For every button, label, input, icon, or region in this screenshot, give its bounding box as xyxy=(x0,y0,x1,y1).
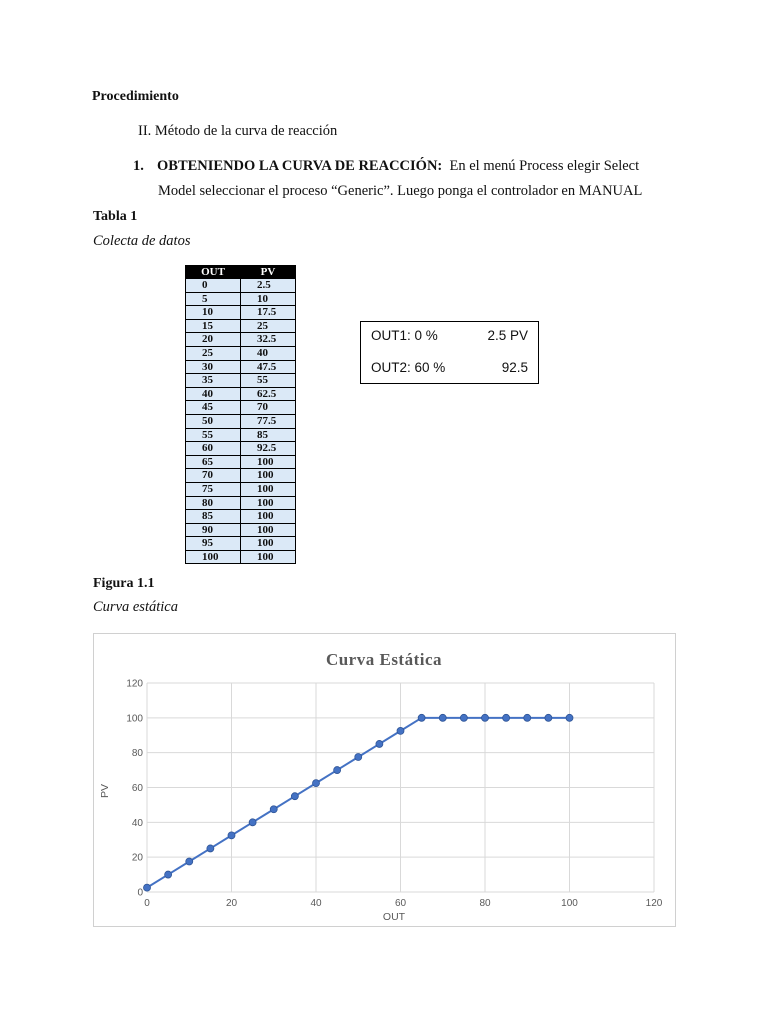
data-point xyxy=(376,740,383,747)
subsection-title: II. Método de la curva de reacción xyxy=(138,123,338,139)
data-table xyxy=(185,265,296,564)
table-header-row xyxy=(186,266,296,279)
cell-pv: 100 xyxy=(241,496,296,510)
data-point xyxy=(460,714,467,721)
static-curve-chart xyxy=(94,634,675,926)
cell-pv: 100 xyxy=(241,469,296,483)
cell-out: 40 xyxy=(186,387,241,401)
table-row xyxy=(186,374,296,388)
x-tick-label: 100 xyxy=(561,898,578,909)
y-tick-label: 40 xyxy=(131,817,143,829)
y-tick-label: 60 xyxy=(131,783,143,794)
table-row xyxy=(186,455,296,469)
cell-pv: 17.5 xyxy=(241,306,296,320)
series-line xyxy=(147,718,570,888)
data-point xyxy=(291,793,298,800)
table-row xyxy=(186,523,296,537)
header-out: OUT xyxy=(186,266,241,279)
cell-out: 100 xyxy=(186,550,241,564)
data-point xyxy=(186,858,193,865)
step-line-1 xyxy=(133,158,639,175)
step-heading: OBTENIENDO LA CURVA DE REACCIÓN: xyxy=(157,158,443,174)
data-point xyxy=(249,819,256,826)
y-axis-label: PV xyxy=(99,783,111,799)
out1-value: 2.5 PV xyxy=(487,328,528,343)
cell-pv: 25 xyxy=(241,319,296,333)
section-title: Procedimiento xyxy=(92,89,179,104)
table-row xyxy=(186,537,296,551)
data-point xyxy=(503,714,510,721)
data-point xyxy=(482,714,489,721)
step-text-1: En el menú Process elegir Select xyxy=(449,158,640,174)
cell-out: 70 xyxy=(186,469,241,483)
table-label: Tabla 1 xyxy=(93,209,138,224)
data-point xyxy=(545,714,552,721)
data-point xyxy=(313,780,320,787)
x-tick-label: 120 xyxy=(645,898,663,909)
step-number: 1. xyxy=(133,158,144,174)
cell-out: 65 xyxy=(186,455,241,469)
cell-out: 90 xyxy=(186,523,241,537)
cell-pv: 55 xyxy=(241,374,296,388)
table-row xyxy=(186,333,296,347)
table-row xyxy=(186,360,296,374)
cell-pv: 10 xyxy=(241,292,296,306)
cell-pv: 100 xyxy=(241,537,296,551)
cell-out: 25 xyxy=(186,346,241,360)
figure-caption: Curva estática xyxy=(93,599,178,615)
table-row xyxy=(186,469,296,483)
table-row xyxy=(186,414,296,428)
data-point xyxy=(397,727,404,734)
y-tick-label: 0 xyxy=(137,887,143,899)
cell-pv: 100 xyxy=(241,550,296,564)
data-point xyxy=(355,754,362,761)
cell-pv: 32.5 xyxy=(241,333,296,347)
x-tick-label: 60 xyxy=(394,898,407,909)
table-row xyxy=(186,442,296,456)
out2-label: OUT2: 60 % xyxy=(371,360,446,375)
cell-pv: 92.5 xyxy=(241,442,296,456)
x-tick-label: 80 xyxy=(479,898,491,909)
cell-out: 30 xyxy=(186,360,241,374)
data-point xyxy=(566,714,573,721)
chart-title: Curva Estática xyxy=(325,650,443,669)
data-point xyxy=(144,884,151,891)
chart-series xyxy=(144,714,574,891)
table-row xyxy=(186,482,296,496)
cell-out: 60 xyxy=(186,442,241,456)
data-point xyxy=(439,714,446,721)
cell-out: 85 xyxy=(186,510,241,524)
y-tick-label: 20 xyxy=(131,852,143,864)
table-row xyxy=(186,346,296,360)
figure-label: Figura 1.1 xyxy=(93,576,155,591)
y-tick-label: 100 xyxy=(126,713,143,725)
step-text-2: Model seleccionar el proceso “Generic”. Luego ponga el controlador en MANUAL xyxy=(158,183,643,199)
cell-out: 20 xyxy=(186,333,241,347)
cell-pv: 85 xyxy=(241,428,296,442)
data-point xyxy=(418,714,425,721)
cell-out: 35 xyxy=(186,374,241,388)
x-tick-label: 0 xyxy=(144,898,150,909)
table-row xyxy=(186,387,296,401)
table-row xyxy=(186,496,296,510)
cell-out: 50 xyxy=(186,414,241,428)
cell-out: 15 xyxy=(186,319,241,333)
table-row xyxy=(186,319,296,333)
y-tick-label: 80 xyxy=(131,748,143,760)
y-tick-label: 120 xyxy=(126,678,143,690)
cell-out: 95 xyxy=(186,537,241,551)
cell-out: 0 xyxy=(186,279,241,293)
table-row xyxy=(186,306,296,320)
cell-pv: 62.5 xyxy=(241,387,296,401)
table-body xyxy=(186,279,296,564)
out1-label: OUT1: 0 % xyxy=(371,328,438,343)
cell-pv: 70 xyxy=(241,401,296,415)
cell-pv: 100 xyxy=(241,523,296,537)
cell-out: 55 xyxy=(186,428,241,442)
data-point xyxy=(524,714,531,721)
cell-out: 5 xyxy=(186,292,241,306)
cell-pv: 47.5 xyxy=(241,360,296,374)
table-caption: Colecta de datos xyxy=(93,233,191,249)
cell-pv: 100 xyxy=(241,510,296,524)
out2-value: 92.5 xyxy=(501,360,528,375)
x-axis-label: OUT xyxy=(382,911,406,923)
data-point xyxy=(207,845,214,852)
cell-pv: 100 xyxy=(241,482,296,496)
chart-frame xyxy=(93,633,676,927)
data-point xyxy=(228,832,235,839)
x-tick-label: 40 xyxy=(310,898,322,909)
chart-grid xyxy=(147,683,654,892)
out-box xyxy=(360,321,539,384)
table-row xyxy=(186,292,296,306)
cell-pv: 2.5 xyxy=(241,279,296,293)
cell-out: 10 xyxy=(186,306,241,320)
cell-pv: 100 xyxy=(241,455,296,469)
cell-out: 45 xyxy=(186,401,241,415)
table-row xyxy=(186,279,296,293)
table-row xyxy=(186,428,296,442)
cell-out: 80 xyxy=(186,496,241,510)
cell-pv: 40 xyxy=(241,346,296,360)
x-tick-label: 20 xyxy=(225,898,238,909)
table-row xyxy=(186,510,296,524)
cell-pv: 77.5 xyxy=(241,414,296,428)
data-point xyxy=(270,806,277,813)
table-row xyxy=(186,401,296,415)
table-row xyxy=(186,550,296,564)
data-point xyxy=(165,871,172,878)
cell-out: 75 xyxy=(186,482,241,496)
chart-ticks xyxy=(126,679,662,910)
data-point xyxy=(334,767,341,774)
header-pv: PV xyxy=(241,266,296,279)
